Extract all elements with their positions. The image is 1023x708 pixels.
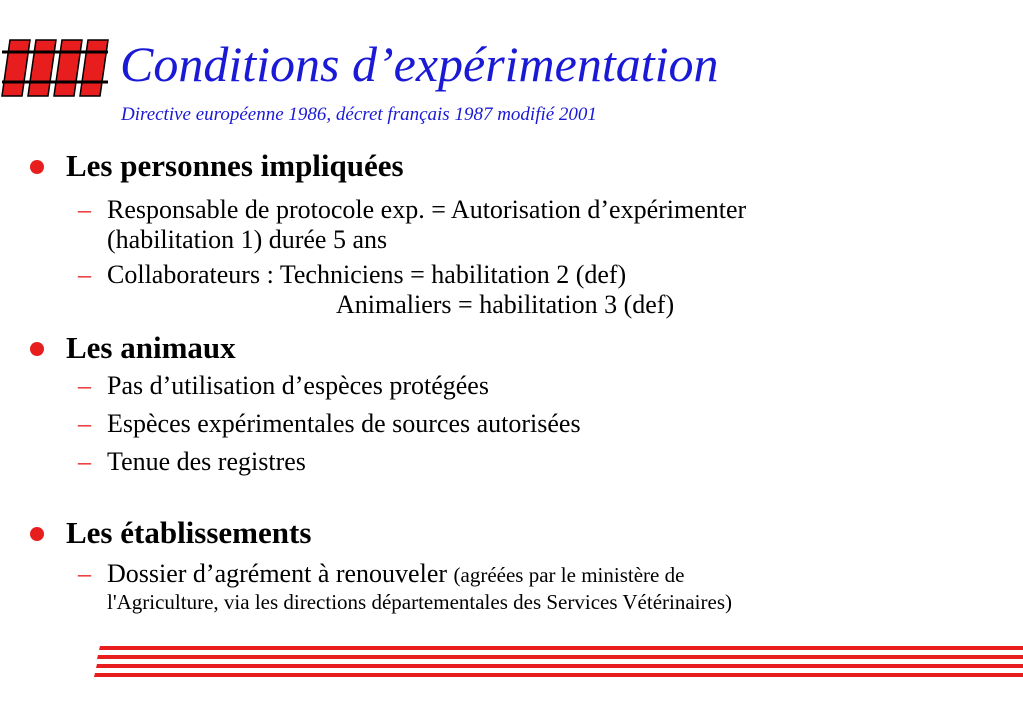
section-heading-etablissements: Les établissements (66, 515, 312, 550)
list-item-responsable-line1: Responsable de protocole exp. = Autorisation d’expérimenter (107, 195, 747, 224)
list-item-dossier-note1: (agréées par le ministère de (453, 563, 685, 587)
list-item-dossier-agrement (107, 558, 684, 591)
red-striped-blocks-logo-icon (0, 38, 110, 98)
bullet-dot-icon (30, 160, 44, 174)
dash-icon: – (78, 559, 91, 588)
list-item-registres: Tenue des registres (107, 447, 306, 476)
list-item-especes-protegees: Pas d’utilisation d’espèces protégées (107, 371, 489, 400)
slide-subtitle: Directive européenne 1986, décret français 1987 modifié 2001 (121, 104, 597, 125)
section-heading-personnes: Les personnes impliquées (66, 148, 404, 183)
slide-title: Conditions d’expérimentation (120, 36, 719, 92)
red-stripes-decoration-icon (94, 644, 1023, 684)
bullet-dot-icon (30, 527, 44, 541)
section-heading-animaux: Les animaux (66, 330, 236, 365)
list-item-responsable-line2: (habilitation 1) durée 5 ans (107, 225, 388, 254)
list-item-dossier-main: Dossier d’agrément à renouveler (107, 559, 448, 588)
dash-icon: – (78, 409, 91, 438)
list-item-dossier-note2: l'Agriculture, via les directions départementales des Services Vétérinaires) (107, 590, 732, 614)
dash-icon: – (78, 260, 91, 289)
dash-icon: – (78, 447, 91, 476)
list-item-especes-experimentales: Espèces expérimentales de sources autorisées (107, 409, 581, 438)
bullet-dot-icon (30, 342, 44, 356)
dash-icon: – (78, 195, 91, 224)
list-item-collaborateurs-line1: Collaborateurs : Techniciens = habilitation 2 (def) (107, 260, 627, 289)
dash-icon: – (78, 371, 91, 400)
list-item-collaborateurs-line2: Animaliers = habilitation 3 (def) (336, 290, 675, 319)
